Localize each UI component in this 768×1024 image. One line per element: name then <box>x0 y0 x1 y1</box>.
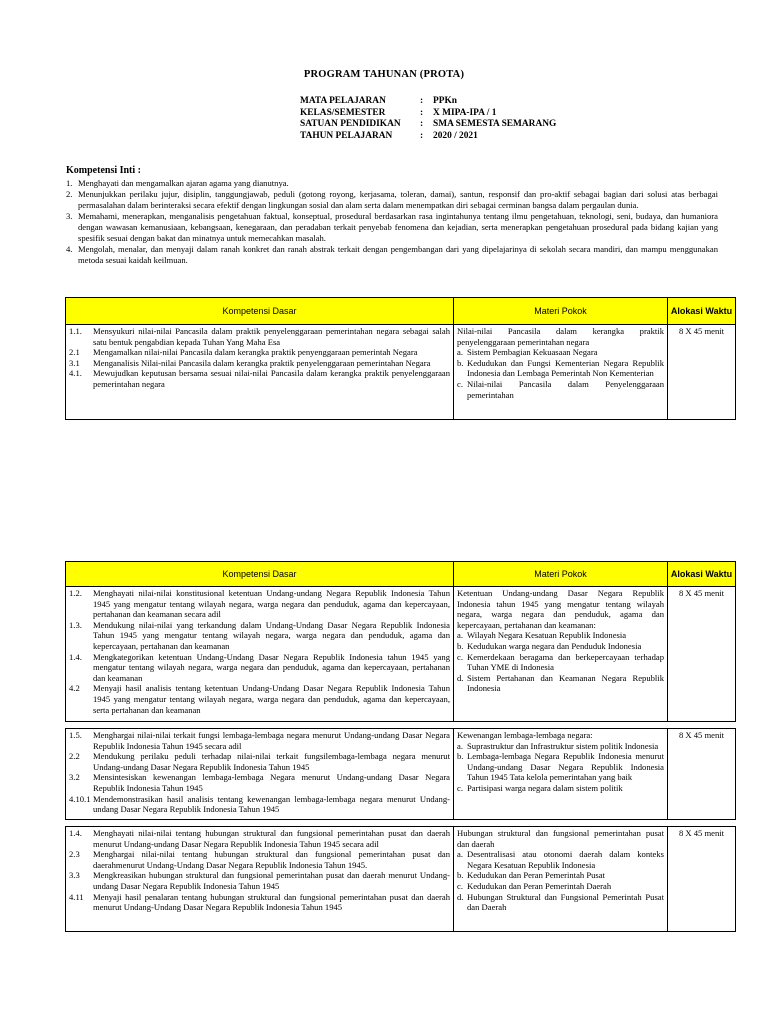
header-kompetensi-dasar: Kompetensi Dasar <box>66 562 454 587</box>
item-text: Kedudukan dan Peran Pemerintah Daerah <box>467 880 612 891</box>
item-number: c. <box>457 378 463 389</box>
document-meta <box>300 96 556 142</box>
item-number: 3.3 <box>69 870 80 881</box>
item-text: Mengkategorikan ketentuan Undang-Undang Dasar Negara Republik Indonesia tahun 1945 yang mengatur tentang wilayah negara, warga negara dan penduduk, agama dan kepercayaan, pertahanan dan keamanan <box>93 651 450 683</box>
item-text: Suprastruktur dan Infrastruktur sistem politik Indonesia <box>467 740 659 751</box>
item-text: Kedudukan dan Peran Pemerintah Pusat <box>467 870 605 881</box>
item-text: Desentralisasi atau otonomi daerah dalam konteks Negara Kesatuan Republik Indonesia <box>467 849 664 870</box>
item-number: 4.2 <box>69 683 80 694</box>
table-row <box>66 827 736 932</box>
table-body <box>66 587 736 932</box>
item-text: Menghargai nilai-nilai tentang hubungan struktural dan fungsional pemerintahan pusat dan daerahmenurut Undang-Undang Dasar Negara Republik Indonesia Tahun 1945. <box>93 849 450 870</box>
kd-item <box>69 849 450 870</box>
meta-row <box>300 108 556 120</box>
table-row <box>66 729 736 820</box>
materi-cell <box>454 827 668 932</box>
kd-table-2 <box>65 561 736 932</box>
kd-item <box>69 892 450 913</box>
header-kompetensi-dasar: Kompetensi Dasar <box>66 298 454 325</box>
table-header-row <box>66 298 736 325</box>
meta-value: 2020 / 2021 <box>433 130 478 141</box>
table-body <box>66 325 736 420</box>
item-number: d. <box>457 672 464 683</box>
meta-row <box>300 96 556 108</box>
meta-value: SMA SEMESTA SEMARANG <box>433 119 557 130</box>
ki-title: Kompetensi Inti <box>66 165 136 176</box>
kd-item <box>69 870 450 891</box>
ki-text: Memahami, menerapkan, menganalisis pengetahuan faktual, konseptual, prosedural berdasarkan rasa ingintahunya tentang ilmu pengetahuan, teknologi, seni, budaya, dan humaniora dengan wawasan kemanusiaan, kebangsaan, kenegaraan, dan peradaban terkait penyebab fenomena dan kejadian, serta menerapkan pengetahuan prosedural pada bidang kajian yang spesifik sesuai dengan bakat dan minatnya untuk memecahkan masalah. <box>78 211 718 243</box>
item-number: 1.5. <box>69 730 82 740</box>
item-number: b. <box>457 640 464 651</box>
item-number: a. <box>457 849 463 860</box>
materi-intro: Ketentuan Undang-undang Dasar Negara Republik Indonesia tahun 1945 yang mengatur tentang wilayah negara, warga negara dan penduduk, agama dan kepercayaan, pertahanan dan keamanan: <box>457 588 664 630</box>
materi-item <box>457 673 664 694</box>
kompetensi-inti <box>66 166 718 266</box>
materi-item <box>457 652 664 673</box>
kd-item <box>69 347 450 358</box>
item-text: Mengkreasikan hubungan struktural dan fungsional pemerintahan pusat dan daerah menurut Undang-undang Dasar Negara Republik Indonesia Tahun 1945 <box>93 870 450 891</box>
item-number: 4.10.1 <box>69 793 91 804</box>
materi-cell <box>454 587 668 722</box>
header-alokasi-waktu: Alokasi Waktu <box>668 562 736 587</box>
item-number: c. <box>457 880 463 891</box>
item-number: b. <box>457 357 464 368</box>
kd-item <box>69 794 450 815</box>
spacer-cell <box>66 820 736 827</box>
item-text: Mewujudkan keputusan bersama sesuai nilai-nilai Pancasila dalam kerangka praktik penyelenggaraan pemerintahan negara <box>93 368 450 389</box>
ki-text: Menghayati dan mengamalkan ajaran agama yang dianutnya. <box>78 177 289 188</box>
alokasi-cell: 8 X 45 menit <box>668 729 736 820</box>
item-text: Nilai-nilai Pancasila dalam Penyelenggaraan pemerintahan <box>467 378 664 400</box>
item-text: Mendemonstrasikan hasil analisis tentang kewenangan lembaga-lembaga negara menurut Undang-undang Dasar Negara Republik Indonesia Tahun 1945 <box>93 793 450 815</box>
meta-label: MATA PELAJARAN <box>300 96 386 106</box>
ki-text: Mengolah, menalar, dan menyaji dalam ranah konkret dan ranah abstrak terkait dengan pengembangan dari yang dipelajarinya di sekolah secara mandiri, dan mampu menggunakan metoda sesuai kaidah keilmuan. <box>78 244 718 265</box>
item-text: Menghayati nilai-nilai tentang hubungan struktural dan fungsional pemerintahan pusat dan daerah menurut Undang-undang Dasar Negara Republik Indonesia Tahun 1945 secara adil <box>93 828 450 849</box>
materi-item <box>457 751 664 783</box>
ki-item <box>66 189 718 210</box>
item-text: Mengamalkan nilai-nilai Pancasila dalam kerangka praktik penyenggaraan pemerintah Negara <box>93 347 418 358</box>
item-text: Menghayati nilai-nilai konstitusional ketentuan Undang-undang Negara Republik Indonesia Tahun 1945 yang mengatur tentang wilayah negara, warga negara dan penduduk, agama dan kepercayaan, pertahanan dan keamanan secara adil <box>93 588 450 620</box>
table-header-row <box>66 562 736 587</box>
kd-item <box>69 358 450 369</box>
item-text: Wilayah Negara Kesatuan Republik Indonesia <box>467 630 627 641</box>
item-number: 1.4. <box>69 651 82 662</box>
alokasi-cell: 8 X 45 menit <box>668 587 736 722</box>
page-title: PROGRAM TAHUNAN (PROTA) <box>303 69 465 80</box>
materi-item <box>457 641 664 652</box>
kd-item <box>69 751 450 772</box>
spacer-cell <box>66 722 736 729</box>
meta-value: PPKn <box>433 96 457 106</box>
table-row <box>66 325 736 420</box>
item-text: Sistem Pembagian Kekuasaan Negara <box>467 347 598 358</box>
meta-label: TAHUN PELAJARAN <box>300 130 393 141</box>
materi-cell <box>454 729 668 820</box>
meta-label: KELAS/SEMESTER <box>300 107 386 118</box>
item-number: 2.2 <box>69 751 80 762</box>
ki-item <box>66 211 718 243</box>
row-spacer <box>66 722 736 729</box>
materi-item <box>457 849 664 870</box>
item-number: c. <box>457 782 463 793</box>
materi-intro: Kewenangan lembaga-lembaga negara: <box>457 730 593 740</box>
item-number: 3.1 <box>69 357 80 368</box>
item-text: Kedudukan warga negara dan Penduduk Indonesia <box>467 640 642 651</box>
table-row <box>66 587 736 722</box>
kd-cell <box>66 587 454 722</box>
kd-item <box>69 730 450 751</box>
materi-item <box>457 379 664 400</box>
item-number: 2.1 <box>69 347 80 358</box>
item-number: a. <box>457 347 463 358</box>
item-text: Menyaji hasil analisis tentang ketentuan Undang-Undang Dasar Negara Republik Indonesia Tahun 1945 yang mengatur tentang wilayah negara, warga negara dan penduduk, agama dan kepercayaan, serta pertahanan dan keamanan <box>93 683 450 715</box>
item-number: d. <box>457 891 464 902</box>
item-text: Menyaji hasil penalaran tentang hubungan struktural dan fungsional pemerintahan pusat dan daerah menurut Undang-Undang Dasar Negara Republik Indonesia Tahun 1945 <box>93 891 450 913</box>
materi-item <box>457 741 664 752</box>
kd-table-1 <box>65 297 736 420</box>
item-number: 2.3 <box>69 849 80 860</box>
materi-cell <box>454 325 668 420</box>
item-number: a. <box>457 630 463 641</box>
ki-number: 1. <box>66 177 73 188</box>
item-text: Hubungan Struktural dan Fungsional Pemerintah Pusat dan Daerah <box>467 891 664 913</box>
item-text: Mensintesiskan kewenangan lembaga-lembaga Negara menurut Undang-undang Dasar Negara Republik Indonesia Tahun 1945 <box>93 772 450 793</box>
materi-item <box>457 347 664 358</box>
materi-item <box>457 881 664 892</box>
kd-item <box>69 772 450 793</box>
materi-intro: Hubungan struktural dan fungsional pemerintahan pusat dan daerah <box>457 828 664 849</box>
ki-text: Menunjukkan perilaku jujur, disiplin, tanggungjawab, peduli (gotong royong, kerjasama, toleran, damai), santun, responsif dan pro-aktif sebagai bagian dari solusi atas berbagai permasalahan dalam berinteraksi secara efektif dengan lingkungan sosial dan alam serta dalam menempatkan diri sebagai cerminan bangsa dalam pergaulan dunia. <box>78 189 718 210</box>
kd-cell <box>66 827 454 932</box>
meta-colon: : <box>420 96 424 106</box>
item-text: Lembaga-lembaga Negara Republik Indonesia menurut Undang-undang Dasar Negara Republik Indonesia Tahun 1945 Tata kelola pemerintahan yang baik <box>467 751 664 783</box>
item-text: Mensyukuri nilai-nilai Pancasila dalam praktik penyelenggaraan pemerintahan negara sebagai salah satu bentuk pengabdian kepada Tuhan Yang Maha Esa <box>93 326 450 347</box>
item-text: Mendukung perilaku peduli terhadap nilai-nilai terkait fungsilembaga-lembaga negara menurut Undang-undang Dasar Negara Republik Indonesia Tahun 1945 <box>93 751 450 772</box>
item-number: c. <box>457 651 463 662</box>
meta-colon: : <box>420 107 424 118</box>
item-text: Partisipasi warga negara dalam sistem politik <box>467 782 623 793</box>
kd-cell <box>66 325 454 420</box>
materi-item <box>457 892 664 913</box>
materi-item <box>457 783 664 794</box>
meta-value: X MIPA-IPA / 1 <box>433 107 497 118</box>
kd-item <box>69 828 450 849</box>
row-spacer <box>66 820 736 827</box>
item-number: 1.2. <box>69 588 82 598</box>
header-alokasi-waktu: Alokasi Waktu <box>668 298 736 325</box>
item-text: Mendukung nilai-nilai yang terkandung dalam Undang-Undang Dasar Negara Republik Indonesia Tahun 1945 yang mengatur tentang wilayah negara, warga negara dan penduduk, agama dan kepercayaan, pertahanan dan keamanan <box>93 619 450 651</box>
item-text: Kedudukan dan Fungsi Kementerian Negara Republik Indonesia dan Lembaga Pemerintah Non Kementerian <box>467 357 664 379</box>
materi-intro: Nilai-nilai Pancasila dalam kerangka praktik penyelenggaraan pemerintahan negara <box>457 326 664 347</box>
item-number: 4.1. <box>69 368 82 379</box>
meta-colon: : <box>420 130 424 141</box>
meta-row <box>300 119 556 131</box>
item-number: b. <box>457 751 464 762</box>
ki-number: 3. <box>66 211 73 222</box>
kd-item <box>69 368 450 389</box>
item-text: Menganalisis Nilai-nilai Pancasila dalam kerangka praktik penyelenggaraan pemerintahan Negara <box>93 357 431 368</box>
materi-item <box>457 630 664 641</box>
meta-label: SATUAN PENDIDIKAN <box>300 119 401 130</box>
item-number: 1.1. <box>69 326 82 336</box>
header-materi-pokok: Materi Pokok <box>454 562 668 587</box>
header-materi-pokok: Materi Pokok <box>454 298 668 325</box>
ki-heading: Kompetensi Inti : <box>66 165 142 176</box>
item-text: Kemerdekaan beragama dan berkepercayaan terhadap Tuhan YME di Indonesia <box>467 651 664 673</box>
ki-item <box>66 178 718 189</box>
kd-item <box>69 620 450 652</box>
ki-item <box>66 244 718 265</box>
ki-number: 2. <box>66 189 73 200</box>
kd-cell <box>66 729 454 820</box>
item-number: b. <box>457 870 464 881</box>
meta-row <box>300 131 556 143</box>
alokasi-cell: 8 X 45 menit <box>668 827 736 932</box>
kd-item <box>69 326 450 347</box>
item-text: Menghargai nilai-nilai terkait fungsi lembaga-lembaga negara menurut Undang-undang Dasar Negara Republik Indonesia Tahun 1945 secara adil <box>93 730 450 751</box>
ki-list <box>66 178 718 266</box>
kd-item <box>69 683 450 715</box>
ki-number: 4. <box>66 244 73 255</box>
item-text: Sistem Pertahanan dan Keamanan Negara Republik Indonesia <box>467 672 664 694</box>
kd-item <box>69 588 450 620</box>
kd-item <box>69 652 450 684</box>
item-number: 1.3. <box>69 619 82 630</box>
materi-item <box>457 358 664 379</box>
alokasi-cell: 8 X 45 menit <box>668 325 736 420</box>
meta-colon: : <box>420 119 424 130</box>
item-number: 3.2 <box>69 772 80 783</box>
item-number: 4.11 <box>69 891 84 902</box>
materi-item <box>457 870 664 881</box>
item-number: a. <box>457 740 463 751</box>
item-number: 1.4. <box>69 828 82 838</box>
